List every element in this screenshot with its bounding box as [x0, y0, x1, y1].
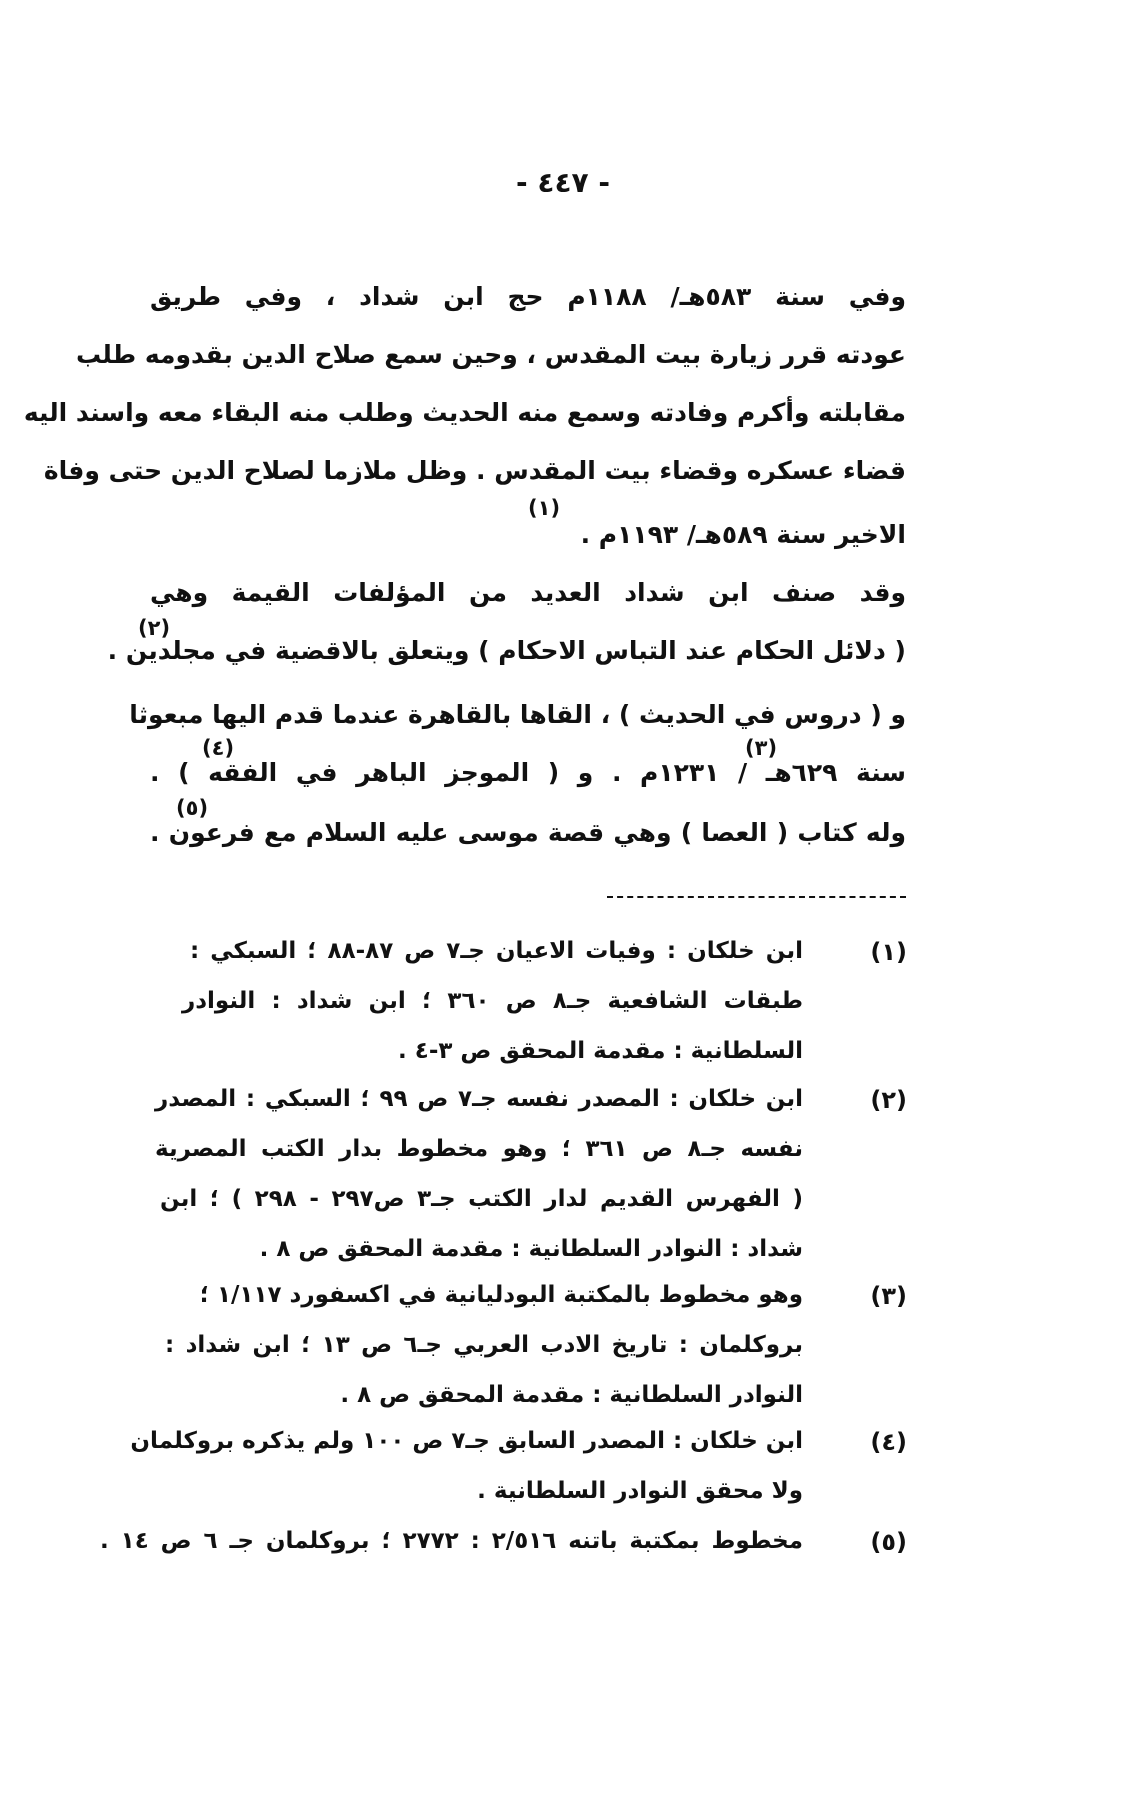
body-line: وفي سنة ٥٨٣هـ/ ١١٨٨م حج ابن شداد ، وفي طريق — [150, 282, 906, 311]
footnote-number: (٢) — [870, 1086, 907, 1114]
footnote-line: ابن خلكان : المصدر السابق جـ٧ ص ١٠٠ ولم يذكره بروكلمان — [130, 1428, 803, 1454]
footnote-line: مخطوط بمكتبة باتنه ٢/٥١٦ : ٢٧٧٢ ؛ بروكلمان جـ ٦ ص ١٤ . — [100, 1528, 803, 1554]
footnote-line: السلطانية : مقدمة المحقق ص ٣-٤ . — [398, 1038, 803, 1064]
footnote-line: ابن خلكان : وفيات الاعيان جـ٧ ص ٨٧-٨٨ ؛ السبكي : — [190, 938, 803, 964]
footnote-marker: (٢) — [138, 616, 171, 640]
body-line: مقابلته وأكرم وفادته وسمع منه الحديث وطلب منه البقاء معه واسند اليه — [23, 398, 906, 427]
body-line: الاخير سنة ٥٨٩هـ/ ١١٩٣م . — [580, 520, 906, 549]
footnote-number: (٤) — [870, 1428, 907, 1456]
page-number: - ٤٤٧ - — [515, 166, 611, 199]
footnote-line: وهو مخطوط بالمكتبة البودليانية في اكسفورد ١/١١٧ ؛ — [199, 1282, 803, 1308]
footnote-marker: (٥) — [176, 796, 209, 820]
footnote-line: ( الفهرس القديم لدار الكتب جـ٣ ص٢٩٧ - ٢٩٨ ) ؛ ابن — [160, 1186, 804, 1212]
body-line: قضاء عسكره وقضاء بيت المقدس . وظل ملازما لصلاح الدين حتى وفاة — [43, 456, 906, 485]
body-line: عودته قرر زيارة بيت المقدس ، وحين سمع صلاح الدين بقدومه طلب — [75, 340, 906, 369]
footnote-separator — [607, 896, 906, 898]
body-line: ( دلائل الحكام عند التباس الاحكام ) ويتعلق بالاقضية في مجلدين . — [107, 636, 906, 665]
footnote-line: نفسه جـ٨ ص ٣٦١ ؛ وهو مخطوط بدار الكتب المصرية — [155, 1136, 803, 1162]
footnote-line: بروكلمان : تاريخ الادب العربي جـ٦ ص ١٣ ؛ ابن شداد : — [165, 1332, 803, 1358]
footnote-line: طبقات الشافعية جـ٨ ص ٣٦٠ ؛ ابن شداد : النوادر — [182, 988, 803, 1014]
footnote-number: (١) — [870, 938, 907, 966]
body-line: و ( دروس في الحديث ) ، القاها بالقاهرة عندما قدم اليها مبعوثا — [129, 700, 906, 729]
body-line: وقد صنف ابن شداد العديد من المؤلفات القيمة وهي — [150, 578, 906, 607]
footnote-marker: (٤) — [202, 736, 235, 760]
body-line: سنة ٦٢٩هـ / ١٢٣١م . و ( الموجز الباهر في الفقه ) . — [150, 758, 906, 787]
footnote-marker: (١) — [528, 496, 561, 520]
footnote-number: (٣) — [870, 1282, 907, 1310]
footnote-number: (٥) — [870, 1528, 907, 1556]
footnote-line: النوادر السلطانية : مقدمة المحقق ص ٨ . — [340, 1382, 803, 1408]
footnote-line: ابن خلكان : المصدر نفسه جـ٧ ص ٩٩ ؛ السبكي : المصدر — [155, 1086, 803, 1112]
body-line: وله كتاب ( العصا ) وهي قصة موسى عليه السلام مع فرعون . — [150, 818, 906, 847]
footnote-line: ولا محقق النوادر السلطانية . — [477, 1478, 803, 1504]
footnote-line: شداد : النوادر السلطانية : مقدمة المحقق ص ٨ . — [259, 1236, 803, 1262]
footnote-marker: (٣) — [745, 736, 778, 760]
